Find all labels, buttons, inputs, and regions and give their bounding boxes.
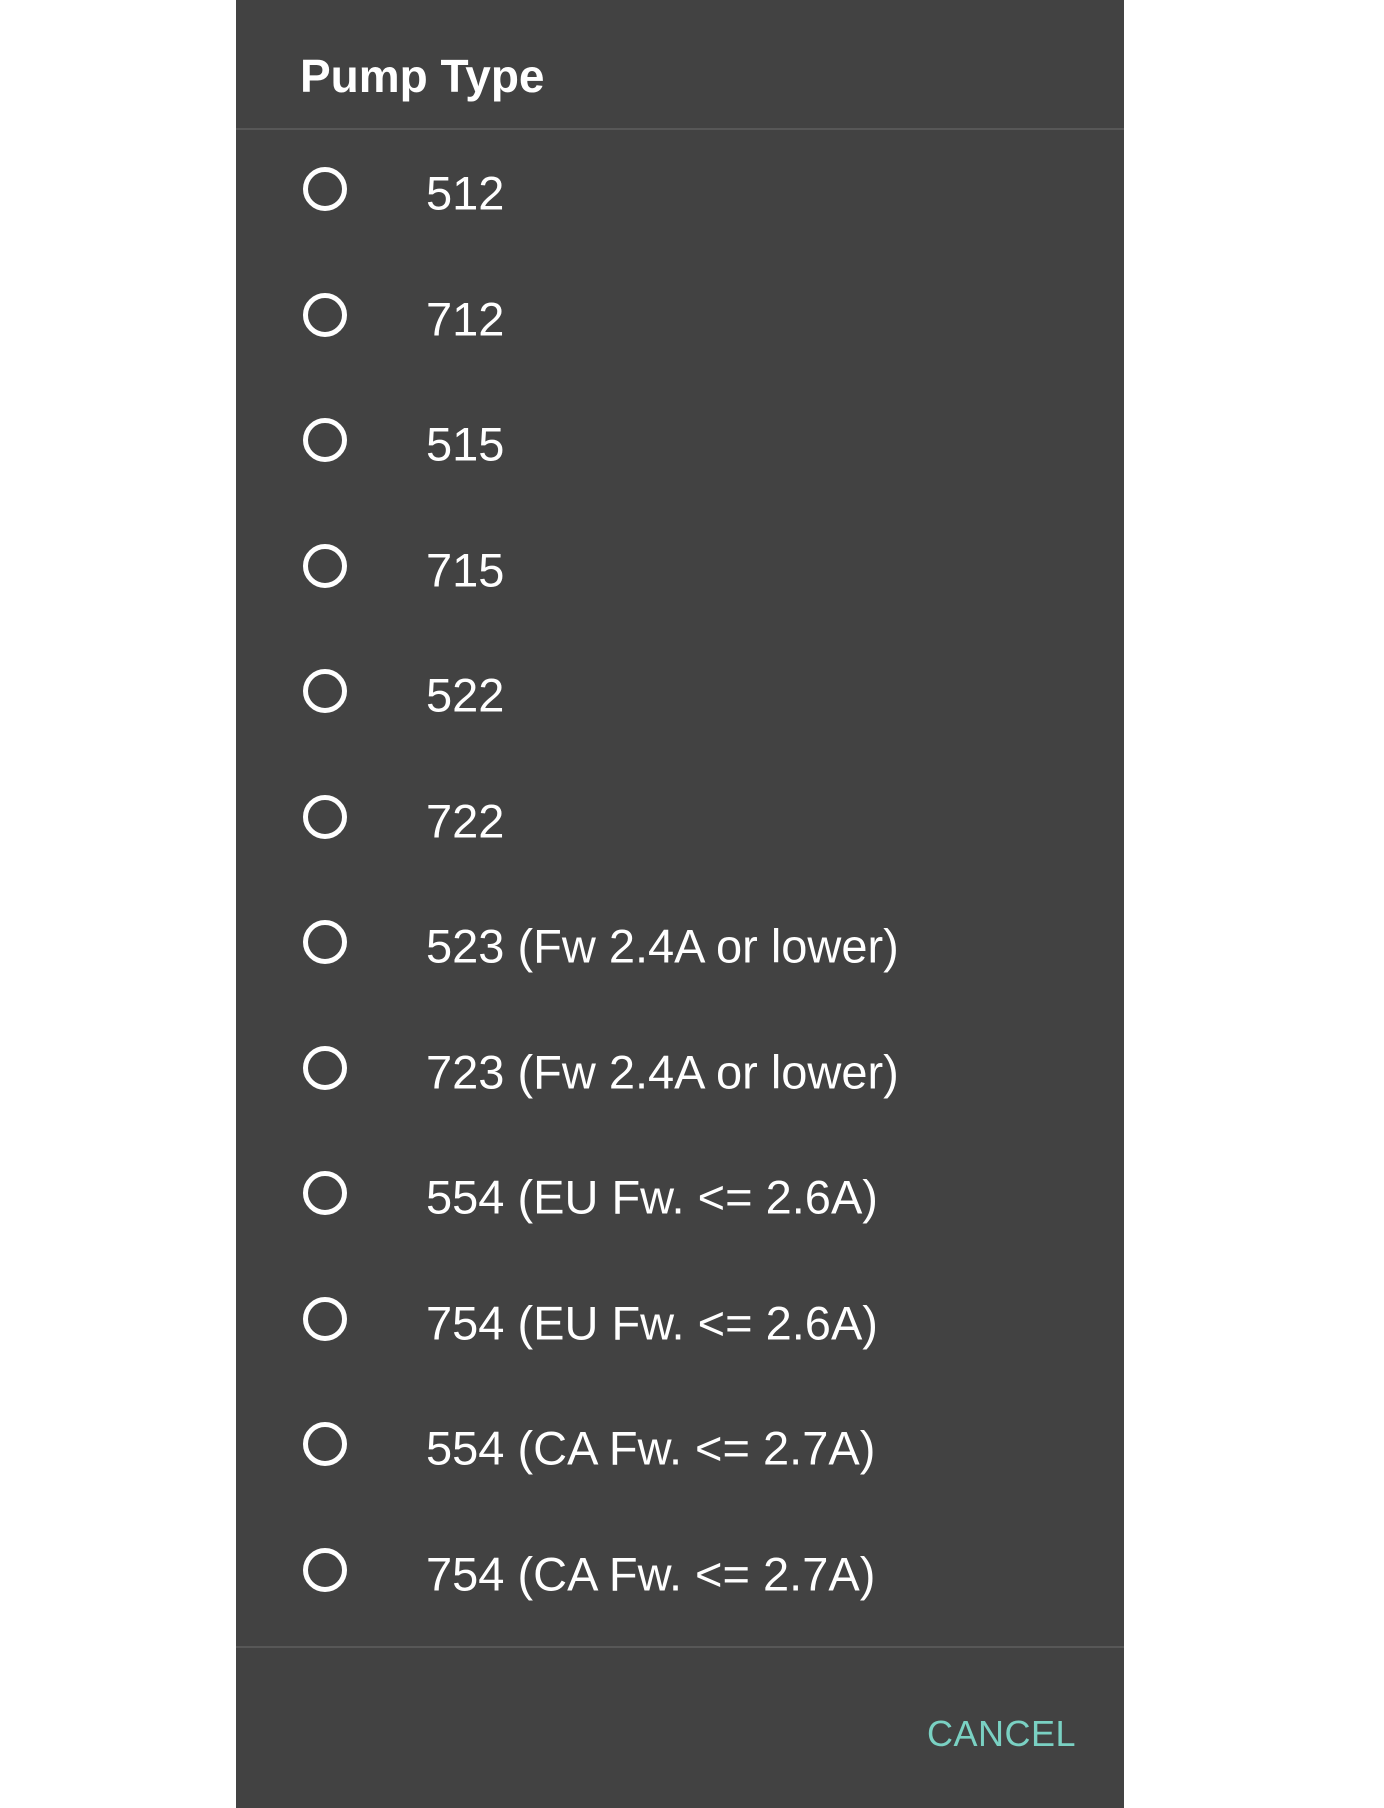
pump-type-dialog [236,0,1124,1808]
option-512[interactable] [236,131,1124,257]
radio-unchecked-icon[interactable] [303,920,347,964]
option-723[interactable] [236,1009,1124,1135]
option-label: 754 (EU Fw. <= 2.6A) [426,1296,878,1350]
radio-unchecked-icon[interactable] [303,544,347,588]
option-label: 522 [426,668,505,722]
option-label: 722 [426,794,505,848]
dialog-title: Pump Type [300,50,545,102]
option-label: 554 (EU Fw. <= 2.6A) [426,1170,878,1224]
option-722[interactable] [236,758,1124,884]
radio-unchecked-icon[interactable] [303,418,347,462]
option-label: 723 (Fw 2.4A or lower) [426,1045,899,1099]
option-label: 515 [426,417,505,471]
option-712[interactable] [236,256,1124,382]
option-label: 754 (CA Fw. <= 2.7A) [426,1547,876,1601]
radio-unchecked-icon[interactable] [303,669,347,713]
option-715[interactable] [236,507,1124,633]
option-523[interactable] [236,884,1124,1010]
option-label: 715 [426,543,505,597]
radio-unchecked-icon[interactable] [303,1046,347,1090]
option-label: 712 [426,292,505,346]
radio-unchecked-icon[interactable] [303,293,347,337]
option-522[interactable] [236,633,1124,759]
radio-unchecked-icon[interactable] [303,1422,347,1466]
option-515[interactable] [236,382,1124,508]
cancel-button[interactable]: CANCEL [926,1713,1076,1754]
option-554-eu[interactable] [236,1135,1124,1261]
radio-unchecked-icon[interactable] [303,1548,347,1592]
radio-unchecked-icon[interactable] [303,1171,347,1215]
options-list[interactable] [236,130,1124,1646]
radio-unchecked-icon[interactable] [303,795,347,839]
option-554-ca[interactable] [236,1386,1124,1512]
radio-unchecked-icon[interactable] [303,1297,347,1341]
option-label: 512 [426,166,505,220]
option-label: 554 (CA Fw. <= 2.7A) [426,1421,876,1475]
radio-unchecked-icon[interactable] [303,167,347,211]
option-754-eu[interactable] [236,1260,1124,1386]
bottom-divider [236,1646,1124,1648]
option-label: 523 (Fw 2.4A or lower) [426,919,899,973]
option-754-ca[interactable] [236,1511,1124,1637]
